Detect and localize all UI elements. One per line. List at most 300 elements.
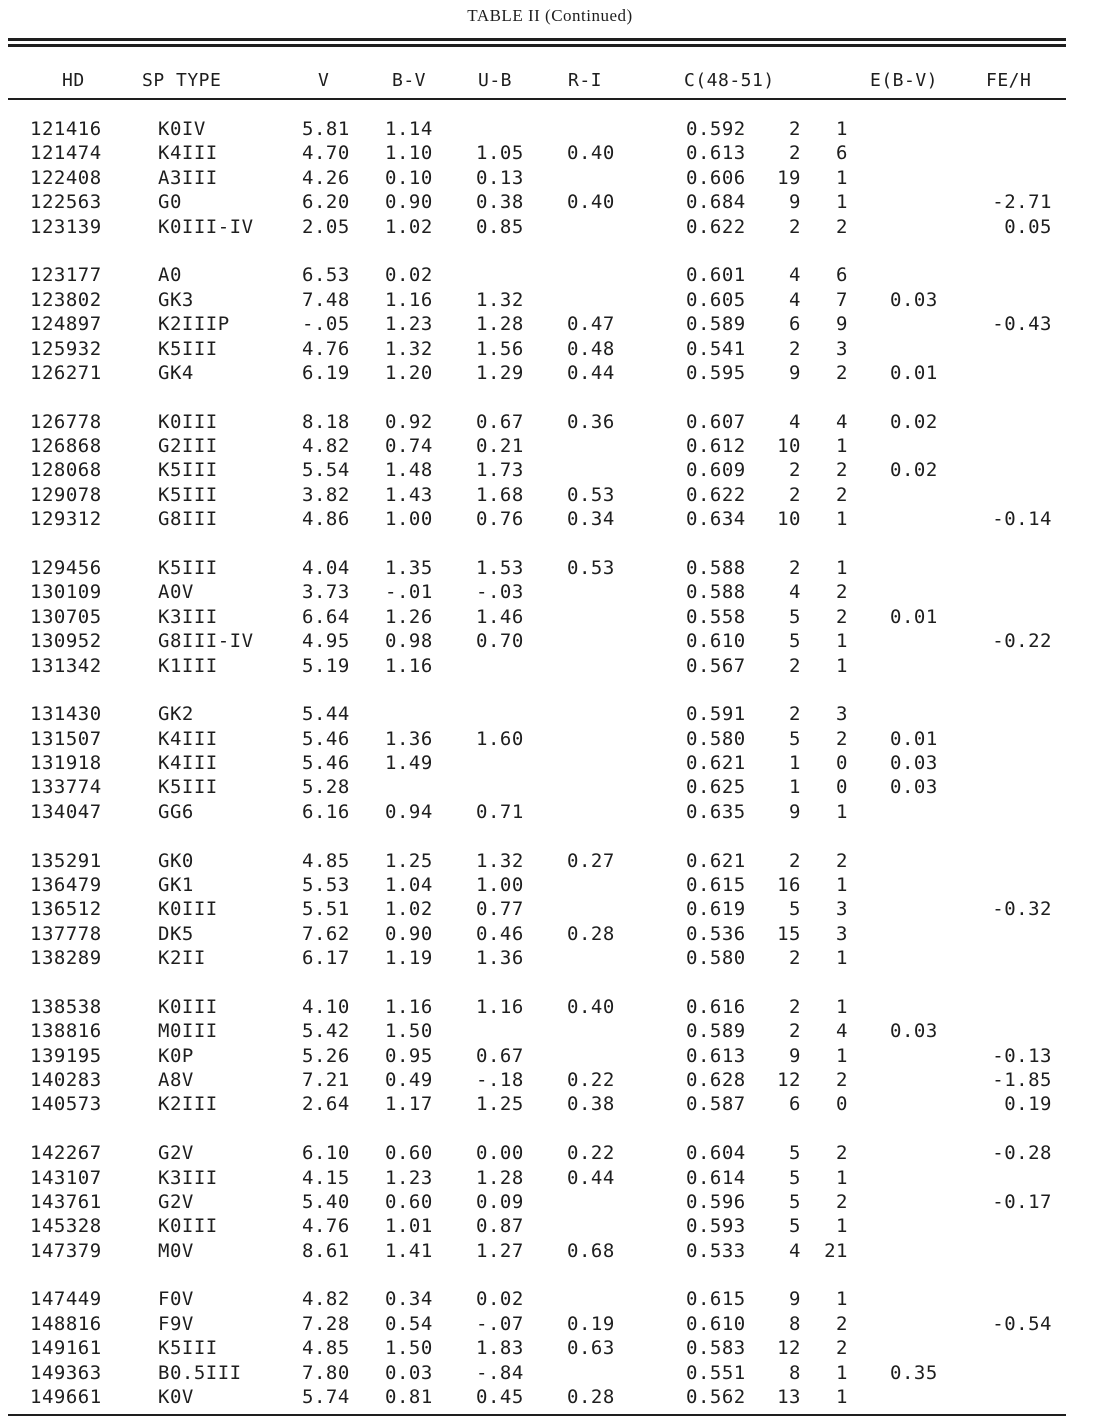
cell-c-n1: 8 bbox=[789, 1362, 801, 1384]
cell-c48-51: 0.621 bbox=[686, 752, 746, 774]
cell-c-n1: 2 bbox=[789, 996, 801, 1018]
cell-c-n2: 1 bbox=[836, 1167, 848, 1189]
cell-v: 8.61 bbox=[302, 1240, 350, 1262]
cell-c-n1: 2 bbox=[789, 947, 801, 969]
col-header-sp-type: SP TYPE bbox=[142, 70, 222, 91]
cell-v: 4.82 bbox=[302, 435, 350, 457]
cell-c-n1: 4 bbox=[789, 289, 801, 311]
cell-sp-type: F9V bbox=[158, 1313, 194, 1335]
cell-v: 4.76 bbox=[302, 338, 350, 360]
cell-r-i: 0.22 bbox=[567, 1142, 615, 1164]
cell-v: 6.17 bbox=[302, 947, 350, 969]
cell-v: 5.19 bbox=[302, 655, 350, 677]
cell-sp-type: M0III bbox=[158, 1020, 218, 1042]
cell-b-v: 0.10 bbox=[385, 167, 433, 189]
cell-v: 5.28 bbox=[302, 776, 350, 798]
cell-hd: 135291 bbox=[30, 850, 102, 872]
cell-r-i: 0.28 bbox=[567, 1386, 615, 1408]
cell-hd: 136479 bbox=[30, 874, 102, 896]
table-row bbox=[0, 630, 1100, 652]
cell-sp-type: F0V bbox=[158, 1288, 194, 1310]
table-row bbox=[0, 435, 1100, 457]
cell-c-n2: 3 bbox=[836, 703, 848, 725]
cell-c-n2: 1 bbox=[836, 655, 848, 677]
table-row bbox=[0, 1215, 1100, 1237]
table-row bbox=[0, 1045, 1100, 1067]
cell-c-n1: 12 bbox=[777, 1069, 801, 1091]
cell-b-v: 1.23 bbox=[385, 1167, 433, 1189]
cell-hd: 149161 bbox=[30, 1337, 102, 1359]
cell-c-n1: 9 bbox=[789, 1288, 801, 1310]
table-row bbox=[0, 411, 1100, 433]
cell-b-v: 1.10 bbox=[385, 142, 433, 164]
cell-c48-51: 0.605 bbox=[686, 289, 746, 311]
cell-r-i: 0.44 bbox=[567, 1167, 615, 1189]
cell-u-b: 0.13 bbox=[476, 167, 524, 189]
cell-b-v: 1.16 bbox=[385, 289, 433, 311]
table-row bbox=[0, 606, 1100, 628]
cell-c-n1: 4 bbox=[789, 264, 801, 286]
cell-b-v: 1.36 bbox=[385, 728, 433, 750]
cell-u-b: 1.68 bbox=[476, 484, 524, 506]
table-row bbox=[0, 1240, 1100, 1262]
cell-b-v: 1.49 bbox=[385, 752, 433, 774]
cell-c-n2: 4 bbox=[836, 411, 848, 433]
cell-sp-type: K0P bbox=[158, 1045, 194, 1067]
cell-v: 5.46 bbox=[302, 752, 350, 774]
cell-e-b-v: 0.01 bbox=[890, 606, 938, 628]
cell-sp-type: K5III bbox=[158, 557, 218, 579]
cell-c-n2: 1 bbox=[836, 191, 848, 213]
cell-b-v: 1.23 bbox=[385, 313, 433, 335]
cell-u-b: 0.71 bbox=[476, 801, 524, 823]
cell-v: 4.10 bbox=[302, 996, 350, 1018]
cell-c48-51: 0.592 bbox=[686, 118, 746, 140]
cell-c-n2: 2 bbox=[836, 581, 848, 603]
cell-sp-type: GK1 bbox=[158, 874, 194, 896]
cell-c48-51: 0.621 bbox=[686, 850, 746, 872]
cell-c-n1: 10 bbox=[777, 508, 801, 530]
cell-u-b: 1.36 bbox=[476, 947, 524, 969]
cell-c48-51: 0.551 bbox=[686, 1362, 746, 1384]
cell-hd: 138816 bbox=[30, 1020, 102, 1042]
cell-c-n2: 3 bbox=[836, 338, 848, 360]
table-row bbox=[0, 118, 1100, 140]
cell-hd: 129312 bbox=[30, 508, 102, 530]
cell-b-v: 0.81 bbox=[385, 1386, 433, 1408]
table-row bbox=[0, 1167, 1100, 1189]
cell-c-n1: 9 bbox=[789, 191, 801, 213]
table-row bbox=[0, 923, 1100, 945]
cell-r-i: 0.53 bbox=[567, 557, 615, 579]
table-row bbox=[0, 459, 1100, 481]
cell-c48-51: 0.634 bbox=[686, 508, 746, 530]
table-row bbox=[0, 1313, 1100, 1335]
table-row bbox=[0, 191, 1100, 213]
cell-r-i: 0.47 bbox=[567, 313, 615, 335]
cell-c-n2: 2 bbox=[836, 850, 848, 872]
cell-c-n1: 16 bbox=[777, 874, 801, 896]
cell-e-b-v: 0.03 bbox=[890, 776, 938, 798]
cell-u-b: 1.28 bbox=[476, 313, 524, 335]
cell-sp-type: K4III bbox=[158, 752, 218, 774]
cell-sp-type: K2III bbox=[158, 1093, 218, 1115]
cell-sp-type: A3III bbox=[158, 167, 218, 189]
cell-c-n2: 1 bbox=[836, 508, 848, 530]
cell-u-b: 0.45 bbox=[476, 1386, 524, 1408]
cell-c48-51: 0.596 bbox=[686, 1191, 746, 1213]
cell-c-n2: 1 bbox=[836, 874, 848, 896]
cell-c-n1: 2 bbox=[789, 1020, 801, 1042]
col-header-hd: HD bbox=[62, 70, 85, 91]
cell-hd: 121474 bbox=[30, 142, 102, 164]
cell-c-n1: 15 bbox=[777, 923, 801, 945]
cell-u-b: 1.60 bbox=[476, 728, 524, 750]
cell-hd: 138289 bbox=[30, 947, 102, 969]
cell-r-i: 0.34 bbox=[567, 508, 615, 530]
cell-e-b-v: 0.03 bbox=[890, 289, 938, 311]
cell-c48-51: 0.558 bbox=[686, 606, 746, 628]
cell-v: 6.10 bbox=[302, 1142, 350, 1164]
cell-hd: 131430 bbox=[30, 703, 102, 725]
cell-c-n2: 1 bbox=[836, 801, 848, 823]
cell-c48-51: 0.567 bbox=[686, 655, 746, 677]
cell-v: 5.44 bbox=[302, 703, 350, 725]
cell-v: 5.40 bbox=[302, 1191, 350, 1213]
cell-c48-51: 0.615 bbox=[686, 1288, 746, 1310]
cell-v: 6.53 bbox=[302, 264, 350, 286]
table-row bbox=[0, 1069, 1100, 1091]
cell-c48-51: 0.622 bbox=[686, 484, 746, 506]
cell-v: 5.54 bbox=[302, 459, 350, 481]
cell-c-n2: 2 bbox=[836, 728, 848, 750]
table-row bbox=[0, 338, 1100, 360]
cell-v: 5.42 bbox=[302, 1020, 350, 1042]
cell-c-n1: 2 bbox=[789, 557, 801, 579]
cell-c48-51: 0.591 bbox=[686, 703, 746, 725]
table-row bbox=[0, 655, 1100, 677]
cell-sp-type: K2IIIP bbox=[158, 313, 230, 335]
cell-hd: 123139 bbox=[30, 216, 102, 238]
cell-sp-type: G2III bbox=[158, 435, 218, 457]
cell-r-i: 0.36 bbox=[567, 411, 615, 433]
cell-b-v: 0.90 bbox=[385, 923, 433, 945]
cell-v: 4.04 bbox=[302, 557, 350, 579]
cell-c-n1: 5 bbox=[789, 630, 801, 652]
cell-b-v: -.01 bbox=[385, 581, 433, 603]
table-row bbox=[0, 264, 1100, 286]
cell-sp-type: K5III bbox=[158, 484, 218, 506]
cell-u-b: 0.77 bbox=[476, 898, 524, 920]
cell-u-b: 1.83 bbox=[476, 1337, 524, 1359]
cell-c48-51: 0.593 bbox=[686, 1215, 746, 1237]
table-row bbox=[0, 898, 1100, 920]
cell-c48-51: 0.684 bbox=[686, 191, 746, 213]
cell-hd: 125932 bbox=[30, 338, 102, 360]
cell-c-n2: 6 bbox=[836, 264, 848, 286]
cell-c48-51: 0.588 bbox=[686, 557, 746, 579]
cell-sp-type: M0V bbox=[158, 1240, 194, 1262]
cell-u-b: 0.21 bbox=[476, 435, 524, 457]
cell-c-n2: 2 bbox=[836, 1191, 848, 1213]
cell-sp-type: K5III bbox=[158, 1337, 218, 1359]
cell-v: 5.51 bbox=[302, 898, 350, 920]
table-row bbox=[0, 581, 1100, 603]
cell-b-v: 0.34 bbox=[385, 1288, 433, 1310]
cell-c48-51: 0.619 bbox=[686, 898, 746, 920]
cell-c-n2: 1 bbox=[836, 1362, 848, 1384]
cell-v: 4.76 bbox=[302, 1215, 350, 1237]
cell-sp-type: K4III bbox=[158, 142, 218, 164]
cell-c-n1: 5 bbox=[789, 1142, 801, 1164]
cell-hd: 137778 bbox=[30, 923, 102, 945]
cell-b-v: 0.03 bbox=[385, 1362, 433, 1384]
cell-b-v: 0.98 bbox=[385, 630, 433, 652]
cell-hd: 142267 bbox=[30, 1142, 102, 1164]
cell-u-b: 0.76 bbox=[476, 508, 524, 530]
cell-c-n1: 2 bbox=[789, 142, 801, 164]
table-row bbox=[0, 728, 1100, 750]
cell-c-n2: 2 bbox=[836, 459, 848, 481]
cell-c-n2: 21 bbox=[824, 1240, 848, 1262]
cell-r-i: 0.68 bbox=[567, 1240, 615, 1262]
cell-v: 2.64 bbox=[302, 1093, 350, 1115]
cell-u-b: -.18 bbox=[476, 1069, 524, 1091]
cell-v: 6.16 bbox=[302, 801, 350, 823]
cell-r-i: 0.40 bbox=[567, 191, 615, 213]
cell-b-v: 1.14 bbox=[385, 118, 433, 140]
cell-fe-h: 0.05 bbox=[1004, 216, 1052, 238]
header-rule bbox=[8, 98, 1066, 100]
col-header-v: V bbox=[318, 70, 330, 91]
cell-hd: 130109 bbox=[30, 581, 102, 603]
cell-c-n2: 7 bbox=[836, 289, 848, 311]
cell-c-n2: 3 bbox=[836, 898, 848, 920]
cell-sp-type: B0.5III bbox=[158, 1362, 242, 1384]
cell-e-b-v: 0.01 bbox=[890, 362, 938, 384]
cell-u-b: 1.32 bbox=[476, 289, 524, 311]
table-row bbox=[0, 801, 1100, 823]
cell-e-b-v: 0.03 bbox=[890, 752, 938, 774]
cell-c48-51: 0.533 bbox=[686, 1240, 746, 1262]
cell-u-b: 1.25 bbox=[476, 1093, 524, 1115]
cell-c48-51: 0.625 bbox=[686, 776, 746, 798]
cell-v: 5.81 bbox=[302, 118, 350, 140]
col-header-c48-51: C(48-51) bbox=[684, 70, 775, 91]
cell-c48-51: 0.589 bbox=[686, 313, 746, 335]
cell-c-n2: 3 bbox=[836, 923, 848, 945]
cell-c-n2: 1 bbox=[836, 1288, 848, 1310]
cell-c-n1: 8 bbox=[789, 1313, 801, 1335]
table-row bbox=[0, 484, 1100, 506]
cell-hd: 124897 bbox=[30, 313, 102, 335]
cell-b-v: 1.32 bbox=[385, 338, 433, 360]
cell-v: 4.85 bbox=[302, 850, 350, 872]
cell-b-v: 1.16 bbox=[385, 655, 433, 677]
cell-c48-51: 0.583 bbox=[686, 1337, 746, 1359]
cell-c-n2: 1 bbox=[836, 1045, 848, 1067]
cell-c-n1: 5 bbox=[789, 1191, 801, 1213]
cell-hd: 140283 bbox=[30, 1069, 102, 1091]
cell-fe-h: -0.28 bbox=[992, 1142, 1052, 1164]
cell-sp-type: K2II bbox=[158, 947, 206, 969]
cell-hd: 139195 bbox=[30, 1045, 102, 1067]
cell-sp-type: K4III bbox=[158, 728, 218, 750]
cell-u-b: 0.09 bbox=[476, 1191, 524, 1213]
cell-u-b: 0.85 bbox=[476, 216, 524, 238]
cell-c-n1: 4 bbox=[789, 411, 801, 433]
cell-sp-type: GK4 bbox=[158, 362, 194, 384]
cell-hd: 129078 bbox=[30, 484, 102, 506]
cell-v: 2.05 bbox=[302, 216, 350, 238]
cell-hd: 140573 bbox=[30, 1093, 102, 1115]
bottom-rule bbox=[8, 1414, 1066, 1416]
cell-sp-type: K5III bbox=[158, 338, 218, 360]
cell-c-n2: 9 bbox=[836, 313, 848, 335]
cell-c-n2: 0 bbox=[836, 752, 848, 774]
cell-e-b-v: 0.02 bbox=[890, 411, 938, 433]
cell-c-n2: 2 bbox=[836, 216, 848, 238]
table-row bbox=[0, 289, 1100, 311]
table-row bbox=[0, 1020, 1100, 1042]
cell-u-b: -.84 bbox=[476, 1362, 524, 1384]
cell-sp-type: K0V bbox=[158, 1386, 194, 1408]
cell-c-n1: 2 bbox=[789, 118, 801, 140]
cell-c48-51: 0.613 bbox=[686, 1045, 746, 1067]
cell-hd: 128068 bbox=[30, 459, 102, 481]
table-row bbox=[0, 1337, 1100, 1359]
cell-v: 4.95 bbox=[302, 630, 350, 652]
cell-sp-type: GK0 bbox=[158, 850, 194, 872]
cell-hd: 126868 bbox=[30, 435, 102, 457]
cell-c-n1: 2 bbox=[789, 216, 801, 238]
cell-c-n1: 10 bbox=[777, 435, 801, 457]
cell-c-n1: 2 bbox=[789, 338, 801, 360]
cell-sp-type: G0 bbox=[158, 191, 182, 213]
cell-c48-51: 0.614 bbox=[686, 1167, 746, 1189]
table-row bbox=[0, 752, 1100, 774]
cell-hd: 126778 bbox=[30, 411, 102, 433]
cell-b-v: 1.16 bbox=[385, 996, 433, 1018]
cell-u-b: 0.67 bbox=[476, 1045, 524, 1067]
cell-c-n2: 1 bbox=[836, 118, 848, 140]
cell-v: 4.85 bbox=[302, 1337, 350, 1359]
cell-v: 4.15 bbox=[302, 1167, 350, 1189]
cell-c48-51: 0.580 bbox=[686, 728, 746, 750]
table-row bbox=[0, 850, 1100, 872]
table-row bbox=[0, 1142, 1100, 1164]
cell-sp-type: G2V bbox=[158, 1142, 194, 1164]
cell-b-v: 0.92 bbox=[385, 411, 433, 433]
cell-c48-51: 0.607 bbox=[686, 411, 746, 433]
table-row bbox=[0, 776, 1100, 798]
cell-c48-51: 0.635 bbox=[686, 801, 746, 823]
cell-r-i: 0.40 bbox=[567, 142, 615, 164]
cell-sp-type: A0V bbox=[158, 581, 194, 603]
table-row bbox=[0, 167, 1100, 189]
cell-b-v: 1.17 bbox=[385, 1093, 433, 1115]
cell-b-v: 1.19 bbox=[385, 947, 433, 969]
cell-v: 7.80 bbox=[302, 1362, 350, 1384]
cell-sp-type: G8III bbox=[158, 508, 218, 530]
cell-hd: 129456 bbox=[30, 557, 102, 579]
cell-c-n1: 1 bbox=[789, 776, 801, 798]
cell-v: 4.86 bbox=[302, 508, 350, 530]
cell-sp-type: K1III bbox=[158, 655, 218, 677]
cell-c-n2: 2 bbox=[836, 1142, 848, 1164]
cell-b-v: 0.74 bbox=[385, 435, 433, 457]
cell-c-n2: 2 bbox=[836, 606, 848, 628]
cell-u-b: 1.28 bbox=[476, 1167, 524, 1189]
cell-hd: 149661 bbox=[30, 1386, 102, 1408]
top-double-rule-2 bbox=[8, 44, 1066, 47]
cell-v: 4.82 bbox=[302, 1288, 350, 1310]
cell-sp-type: K3III bbox=[158, 1167, 218, 1189]
cell-hd: 136512 bbox=[30, 898, 102, 920]
cell-v: 8.18 bbox=[302, 411, 350, 433]
cell-sp-type: G8III-IV bbox=[158, 630, 254, 652]
cell-fe-h: -1.85 bbox=[992, 1069, 1052, 1091]
cell-c48-51: 0.628 bbox=[686, 1069, 746, 1091]
cell-c-n2: 2 bbox=[836, 1337, 848, 1359]
cell-hd: 130952 bbox=[30, 630, 102, 652]
cell-u-b: 0.87 bbox=[476, 1215, 524, 1237]
cell-u-b: 1.73 bbox=[476, 459, 524, 481]
cell-u-b: 1.53 bbox=[476, 557, 524, 579]
cell-u-b: -.07 bbox=[476, 1313, 524, 1335]
cell-c-n1: 2 bbox=[789, 703, 801, 725]
cell-c-n1: 9 bbox=[789, 801, 801, 823]
cell-b-v: 1.25 bbox=[385, 850, 433, 872]
col-header-fe-h: FE/H bbox=[986, 70, 1032, 91]
table-row bbox=[0, 1362, 1100, 1384]
cell-hd: 134047 bbox=[30, 801, 102, 823]
table-row bbox=[0, 216, 1100, 238]
cell-v: 5.74 bbox=[302, 1386, 350, 1408]
cell-c48-51: 0.616 bbox=[686, 996, 746, 1018]
table-row bbox=[0, 1288, 1100, 1310]
cell-e-b-v: 0.35 bbox=[890, 1362, 938, 1384]
cell-c-n1: 6 bbox=[789, 313, 801, 335]
cell-hd: 131342 bbox=[30, 655, 102, 677]
cell-sp-type: GK2 bbox=[158, 703, 194, 725]
cell-c-n2: 2 bbox=[836, 484, 848, 506]
cell-sp-type: K5III bbox=[158, 459, 218, 481]
cell-sp-type: GG6 bbox=[158, 801, 194, 823]
cell-r-i: 0.40 bbox=[567, 996, 615, 1018]
cell-c-n2: 2 bbox=[836, 1069, 848, 1091]
col-header-e-b-v: E(B-V) bbox=[870, 70, 939, 91]
cell-sp-type: K5III bbox=[158, 776, 218, 798]
cell-sp-type: K0III bbox=[158, 898, 218, 920]
cell-r-i: 0.53 bbox=[567, 484, 615, 506]
col-header-u-b: U-B bbox=[478, 70, 513, 91]
cell-c-n1: 19 bbox=[777, 167, 801, 189]
cell-c-n1: 4 bbox=[789, 581, 801, 603]
cell-sp-type: DK5 bbox=[158, 923, 194, 945]
cell-c48-51: 0.589 bbox=[686, 1020, 746, 1042]
table-row bbox=[0, 1093, 1100, 1115]
cell-c-n2: 1 bbox=[836, 435, 848, 457]
cell-c48-51: 0.587 bbox=[686, 1093, 746, 1115]
cell-hd: 149363 bbox=[30, 1362, 102, 1384]
cell-fe-h: -0.22 bbox=[992, 630, 1052, 652]
cell-fe-h: -0.13 bbox=[992, 1045, 1052, 1067]
cell-b-v: 1.26 bbox=[385, 606, 433, 628]
cell-u-b: 1.46 bbox=[476, 606, 524, 628]
cell-c-n1: 4 bbox=[789, 1240, 801, 1262]
cell-v: -.05 bbox=[302, 313, 350, 335]
